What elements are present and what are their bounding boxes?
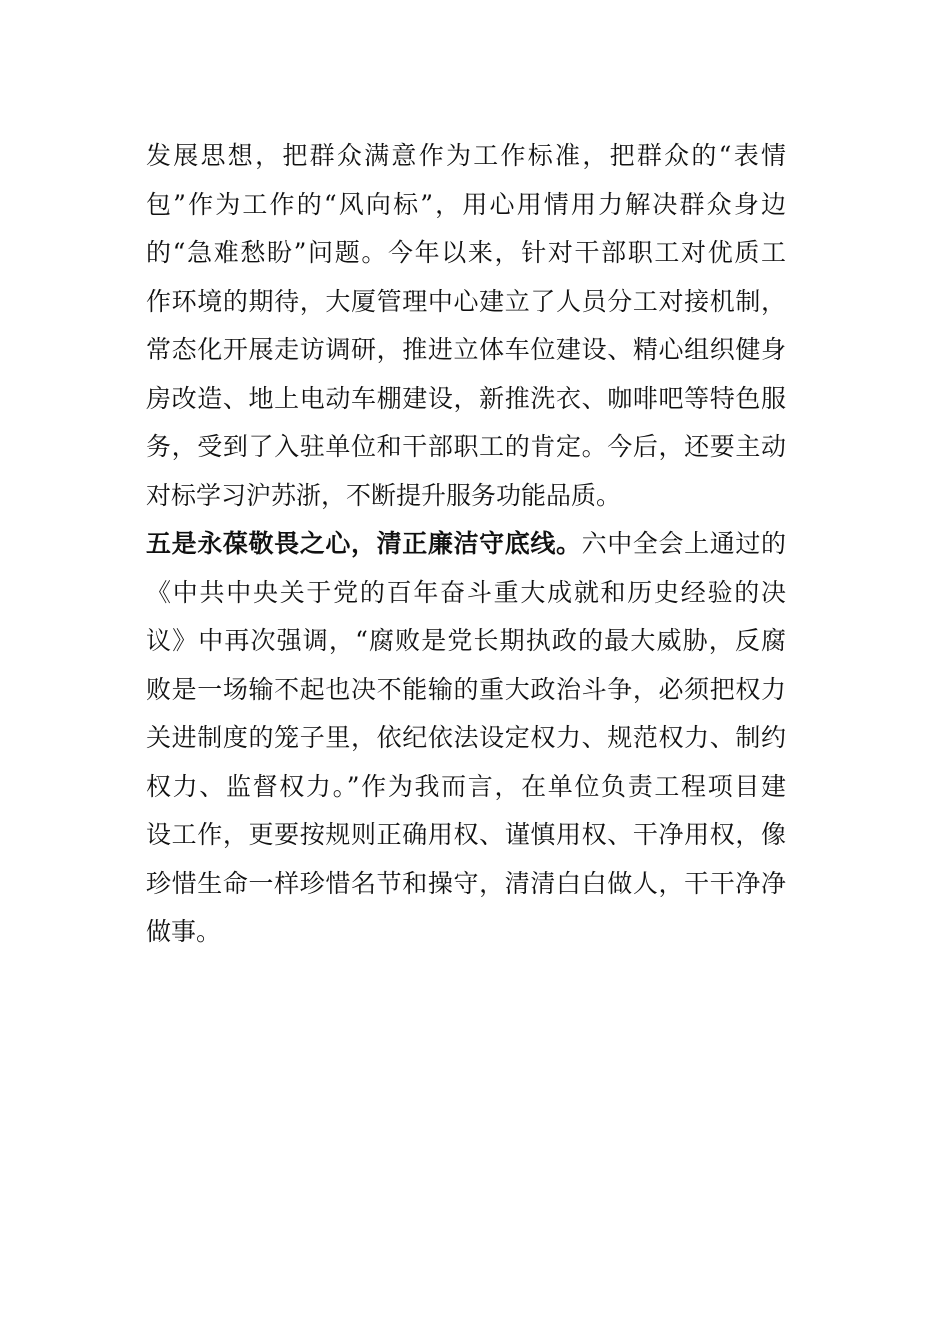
text-line: 发展思想，把群众满意作为工作标准，把群众的“表情: [146, 141, 786, 170]
text-line: 设工作，更要按规则正确用权、谨慎用权、干净用权，像: [146, 820, 786, 849]
text-line: 对标学习沪苏浙，不断提升服务功能品质。: [146, 480, 622, 510]
text-line: 包”作为工作的“风向标”，用心用情用力解决群众身边: [146, 189, 786, 219]
paragraph-service: [146, 132, 786, 520]
text-line: 《中共中央关于党的百年奋斗重大成就和历史经验的决: [146, 577, 786, 607]
text-line: 做事。: [146, 917, 222, 946]
text-line: 的“急难愁盼”问题。今年以来，针对干部职工对优质工: [146, 238, 786, 267]
heading-line-rest: 六中全会上通过的: [581, 529, 786, 558]
text-line: 务，受到了入驻单位和干部职工的肯定。今后，还要主动: [146, 432, 786, 461]
body-text: [146, 132, 786, 957]
text-line: 作环境的期待，大厦管理中心建立了人员分工对接机制，: [146, 286, 786, 316]
text-line: 常态化开展走访调研，推进立体车位建设、精心组织健身: [146, 335, 786, 364]
text-line: 败是一场输不起也决不能输的重大政治斗争，必须把权力: [146, 674, 786, 704]
text-line: 房改造、地上电动车棚建设，新推洗衣、咖啡吧等特色服: [146, 383, 786, 413]
text-line: [146, 520, 786, 569]
text-line: 权力、监督权力。”作为我而言，在单位负责工程项目建: [146, 771, 786, 801]
paragraph-integrity: [146, 520, 786, 957]
text-line: 珍惜生命一样珍惜名节和操守，清清白白做人，干干净净: [146, 868, 786, 898]
section-heading: 五是永葆敬畏之心，清正廉洁守底线。: [146, 529, 582, 558]
text-line: 关进制度的笼子里，依纪依法设定权力、规范权力、制约: [146, 723, 786, 752]
text-line: 议》中再次强调，“腐败是党长期执政的最大威胁，反腐: [146, 626, 786, 655]
